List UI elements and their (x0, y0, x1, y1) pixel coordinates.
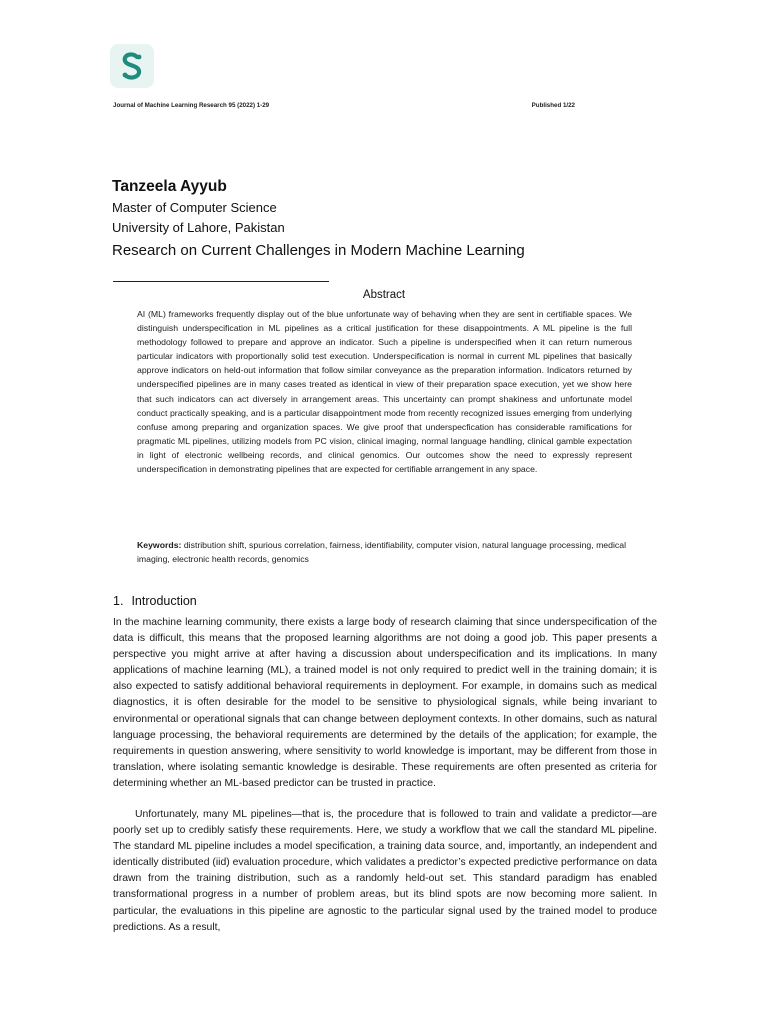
intro-paragraph-2: Unfortunately, many ML pipelines—that is, the procedure that is followed to train and validate a predictor—are poorly set up to credibly satisfy these requirements. Here, we study a workflow that we call the standard ML pipeline. The standard ML pipeline includes a model specification, a training data source, and, importantly, an independent and identically distributed (iid) evaluation procedure, which validates a predictor’s expected predictive performance on data drawn from the training distribution, such as a randomly held-out set. This standard paradigm has enabled transformational progress in a number of problem areas, but its blind spots are now becoming more salient. In particular, the evaluations in this pipeline are agnostic to the particular signal used by the trained model to produce predictions. As a result, (113, 809, 657, 933)
journal-citation: Journal of Machine Learning Research 95 (2022) 1-29 (113, 102, 270, 109)
keywords-list: distribution shift, spurious correlation, fairness, identifiability, computer vision, natural language processing, medical imaging, electronic health records, genomics (137, 540, 627, 565)
running-header (113, 102, 575, 114)
paper-title: Research on Current Challenges in Modern Machine Learning (112, 242, 525, 259)
publisher-logo-icon (110, 44, 154, 88)
abstract-text: AI (ML) frameworks frequently display out of the blue unfortunate way of behaving when they are sent in certifiable spaces. We distinguish underspecification in ML pipelines as a critical justification for these disappointments. A ML pipeline is the full methodology followed to prepare and approve an indicator. Such a pipeline is underspecified when it can return numerous particular indicators with proportionally solid test execution. Underspecification is normal in current ML pipelines that basically approve indicators on held-out information that follow similar conveyance as the preparation information. Indicators returned by underspecified pipelines are in many cases treated as identical in view of their preparation space execution, yet we show here that such indicators can act diversely in arrangement areas. This uncertainty can prompt shakiness and unfortunate model conduct practically speaking, and is a particular disappointment mode from recently recognized issues emerging from underlying confuse among preparing and organization spaces. We give proof that underspecfication has considerable ramifications for pragmatic ML pipelines, utilizing models from PC vision, clinical imaging, normal language handling, clinical gamble expectation in light of electronic wellbeing records, and clinical genomics. Our outcomes show the need to expressly represent underspecification in demonstrating pipelines that are expected for certifiable arrangement in any space. (137, 309, 632, 475)
section-number: 1. (113, 594, 124, 608)
keywords-label: Keywords: (137, 540, 182, 550)
published-date: Published 1/22 (531, 102, 575, 109)
author-institution: University of Lahore, Pakistan (112, 220, 285, 235)
author-name: Tanzeela Ayyub (112, 178, 227, 195)
section-heading-introduction (113, 594, 197, 608)
keywords-block (137, 538, 632, 566)
title-divider (113, 281, 329, 282)
author-degree: Master of Computer Science (112, 200, 277, 215)
abstract-heading: Abstract (362, 289, 406, 301)
section-title: Introduction (131, 594, 197, 608)
intro-paragraph-1: In the machine learning community, there exists a large body of research claiming that since underspecification of the data is difficult, this means that the proposed learning algorithms are not doing a good job. This paper presents a perspective you might arrive at after having a discussion about underspecification and its implications. In many applications of machine learning (ML), a trained model is not only required to predict well in the training domain; it is also expected to satisfy additional behavioral requirements in deployment. For example, in domains such as medical diagnostics, it is often desirable for the model to be sensitive to physiological signals, while being invariant to environmental or operational signals that can change between deployment contexts. In other domains, such as natural language processing, the behavioral requirements are determined by the details of the application; for example, the requirements in question answering, where sensitivity to world knowledge is important, may be different from those in translation, where isolating semantic knowledge is desirable. These requirements are often presented as criteria for determining whether an ML-based predictor can be trusted in practice. (113, 617, 657, 789)
